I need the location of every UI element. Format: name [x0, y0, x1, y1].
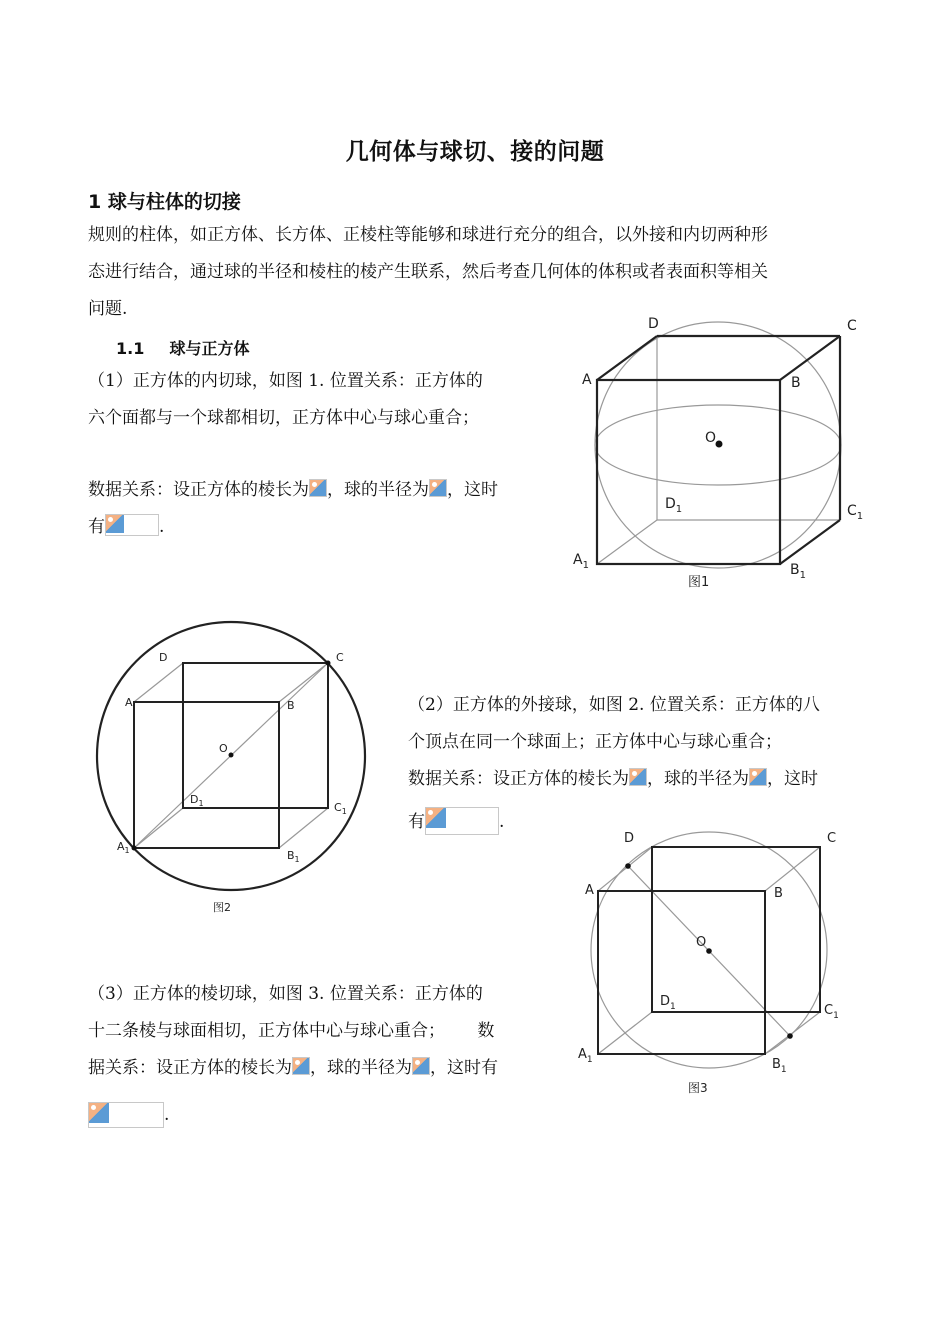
label-D1: $D_1$	[190, 793, 204, 808]
cube-edge	[780, 336, 840, 380]
formula-box	[88, 1102, 164, 1128]
vertex-point	[132, 846, 137, 851]
part3-line: 十二条棱与球面相切，正方体中心与球心重合； 数	[88, 1021, 495, 1041]
subsection-heading	[116, 336, 250, 359]
image-placeholder-icon	[106, 515, 124, 533]
label-A: A	[585, 883, 594, 898]
label-B1: $B_1$	[287, 849, 300, 864]
page-title: 几何体与球切、接的问题	[345, 139, 605, 165]
part1-line: 六个面都与一个球都相切，正方体中心与球心重合；	[88, 408, 479, 428]
section-heading: 1 球与柱体的切接	[88, 191, 241, 213]
image-placeholder-icon	[426, 808, 446, 828]
part2-data-line: 数据关系：设正方体的棱长为 ，球的半径为 ，这时	[408, 769, 818, 789]
center-point	[229, 753, 234, 758]
label-A1: $A_1$	[578, 1047, 593, 1065]
part2-paragraph	[408, 687, 878, 841]
label-D1: $D_1$	[660, 994, 676, 1012]
intro-line: 规则的柱体，如正方体、长方体、正棱柱等能够和球进行充分的组合，以外接和内切两种形	[88, 225, 768, 245]
part3-paragraph	[88, 976, 558, 1134]
label-C: C	[827, 831, 837, 846]
cube-edge-light	[134, 808, 183, 848]
cube-edge-light	[279, 808, 328, 848]
cube-edge	[597, 336, 657, 380]
label-C: C	[336, 651, 344, 664]
image-placeholder-icon	[412, 1057, 430, 1075]
cube-edge-light	[765, 847, 820, 891]
label-O: O	[219, 742, 228, 755]
cube-front-face	[597, 380, 780, 564]
label-A1: $A_1$	[573, 552, 589, 571]
part1-data-line: 数据关系：设正方体的棱长为 ，球的半径为 ，这时	[88, 480, 498, 500]
label-C1: $C_1$	[334, 801, 347, 816]
label-C1: $C_1$	[824, 1003, 839, 1021]
image-placeholder-icon	[749, 768, 767, 786]
label-C1: $C_1$	[847, 503, 864, 522]
label-C: C	[847, 318, 857, 334]
figure-caption: 图3	[688, 1081, 708, 1095]
label-D: D	[648, 316, 659, 332]
figure-caption: 图1	[688, 575, 710, 590]
part2-formula-line: 有 .	[408, 804, 878, 841]
image-placeholder-icon	[309, 479, 327, 497]
hidden-edge	[597, 520, 657, 564]
cube-edge-light	[134, 663, 183, 702]
label-B: B	[774, 886, 783, 901]
part3-data-line: 据关系：设正方体的棱长为 ，球的半径为 ，这时有	[88, 1058, 498, 1078]
formula-box	[425, 807, 499, 835]
subsection-title: 球与正方体	[169, 339, 250, 358]
cube-front-face	[134, 702, 279, 848]
label-D1: $D_1$	[665, 496, 683, 515]
image-placeholder-icon	[429, 479, 447, 497]
cube-edge-light	[598, 847, 652, 891]
intro-line: 态进行结合，通过球的半径和棱柱的棱产生联系，然后考查几何体的体积或者表面积等相关	[88, 262, 768, 282]
part1-paragraph	[88, 363, 558, 546]
label-A1: $A_1$	[117, 840, 130, 855]
label-O: O	[705, 430, 717, 446]
cube-back-face	[183, 663, 328, 808]
tangent-point	[625, 863, 631, 869]
center-point	[716, 441, 723, 448]
formula-box	[105, 514, 159, 536]
tangent-point	[787, 1033, 793, 1039]
figure-3-cube-edge-tangent-sphere	[570, 822, 860, 1102]
label-B1: $B_1$	[790, 562, 806, 581]
cube-edge-light	[279, 663, 328, 702]
label-D: D	[624, 831, 635, 846]
cube-front-face	[598, 891, 765, 1054]
label-A: A	[125, 696, 133, 709]
part2-line: 个顶点在同一个球面上；正方体中心与球心重合；	[408, 732, 782, 752]
label-B: B	[287, 699, 295, 712]
subsection-number: 1.1	[116, 339, 145, 358]
part3-formula-line: .	[88, 1097, 558, 1134]
part1-line: （1）正方体的内切球，如图 1. 位置关系：正方体的	[88, 371, 483, 391]
part2-line: （2）正方体的外接球，如图 2. 位置关系：正方体的八	[408, 695, 820, 715]
intro-line: 问题.	[88, 299, 128, 319]
image-placeholder-icon	[89, 1103, 109, 1123]
figure-1-cube-inscribed-sphere	[568, 310, 868, 595]
vertex-point	[326, 661, 331, 666]
figure-caption: 图2	[213, 901, 231, 914]
part1-formula-line: 有 .	[88, 509, 558, 546]
part3-line: （3）正方体的棱切球，如图 3. 位置关系：正方体的	[88, 984, 483, 1004]
label-B: B	[791, 375, 801, 391]
label-O: O	[696, 935, 707, 950]
label-D: D	[159, 651, 168, 664]
image-placeholder-icon	[629, 768, 647, 786]
figure-2-cube-circumscribed-sphere	[90, 615, 380, 920]
label-A: A	[582, 372, 592, 388]
center-point	[706, 948, 712, 954]
label-B1: $B_1$	[772, 1057, 787, 1075]
cube-back-face	[652, 847, 820, 1012]
image-placeholder-icon	[292, 1057, 310, 1075]
